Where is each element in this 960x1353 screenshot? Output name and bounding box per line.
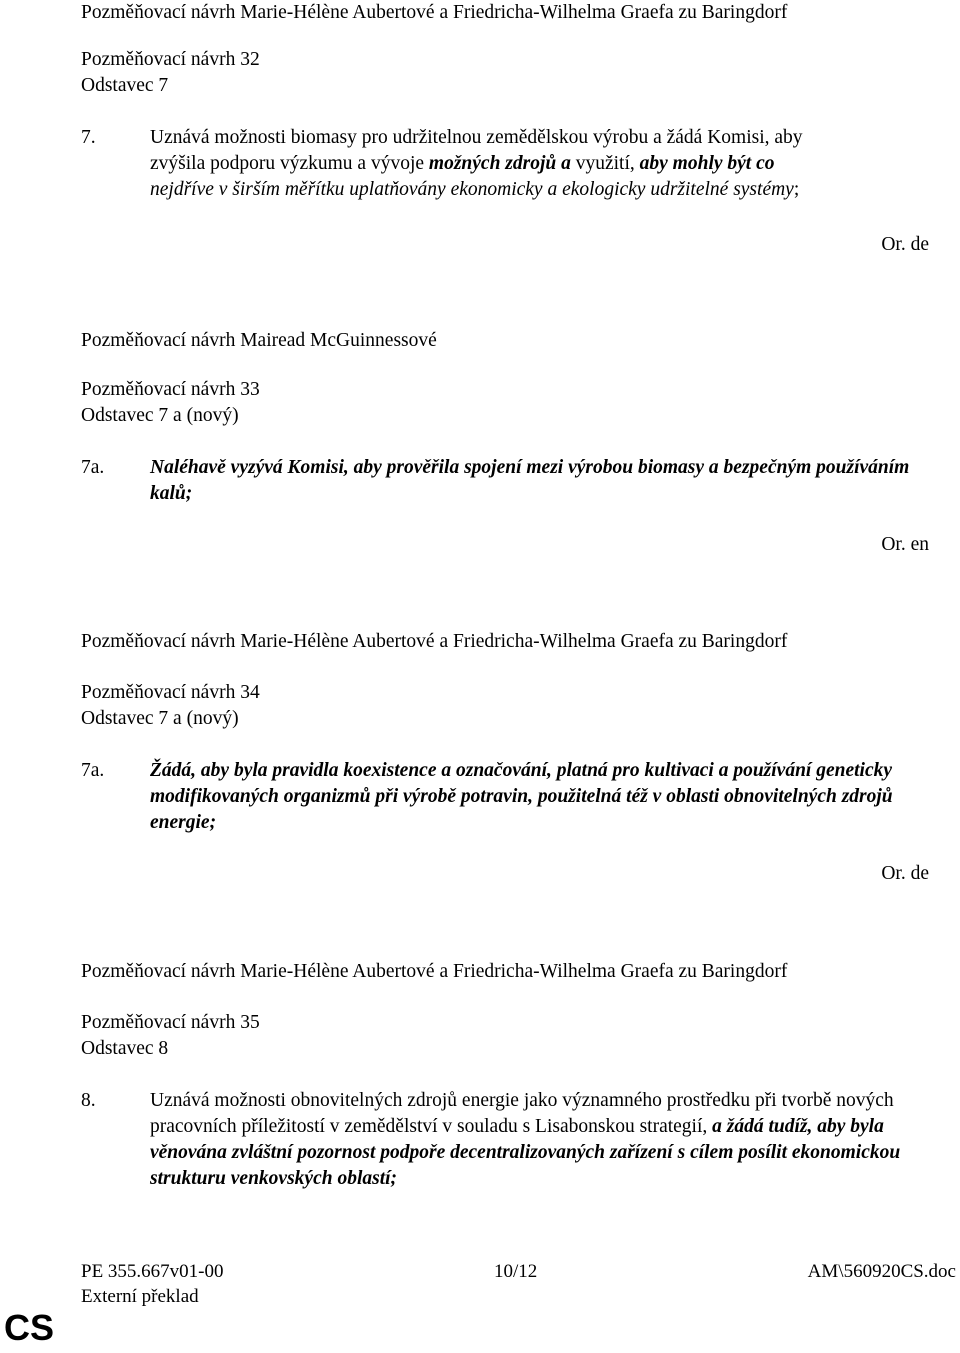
amendment-paragraph: Odstavec 7 a (nový) [81,708,239,729]
text-plain: využití, [575,153,635,174]
amendment-text: Žádá, aby byla pravidla koexistence a označování, platná pro kultivaci a používání geneticky modifikovaných organizmů při výrobě potravin, použitelná též v oblasti obnovitelných zdrojů energie; [150,760,893,833]
amendment-text [150,125,940,203]
amendment-author: Pozměňovací návrh Marie-Hélène Aubertové a Friedricha-Wilhelma Graefa zu Baringdorf [81,961,788,982]
text-changed: možných zdrojů a [428,153,571,174]
amendment-author: Pozměňovací návrh Mairead McGuinnessové [81,330,437,351]
amendment-text: Naléhavě vyzývá Komisi, aby prověřila spojení mezi výrobou biomasy a bezpečným používáním kalů; [150,457,910,504]
text-plain: ; [793,179,800,200]
text-plain: Uznává možnosti obnovitelných zdrojů energie jako významného prostředku při tvorbě nových pracovních příležitostí v zemědělství v souladu s Lisabonskou strategií, [150,1090,894,1137]
footer-reference: PE 355.667v01-00 [81,1261,224,1282]
amendment-number: Pozměňovací návrh 35 [81,1012,260,1033]
item-number: 8. [81,1090,96,1111]
amendment-text [150,1088,950,1192]
text-plain: zvýšila podporu výzkumu a vývoje [150,153,425,174]
amendment-author: Pozměňovací návrh Marie-Hélène Aubertové a Friedricha-Wilhelma Graefa zu Baringdorf [81,2,788,23]
footer-page-number: 10/12 [494,1261,538,1282]
footer-document-name: AM\560920CS.doc [807,1261,956,1282]
item-number: 7. [81,127,96,148]
amendment-author: Pozměňovací návrh Marie-Hélène Aubertové a Friedricha-Wilhelma Graefa zu Baringdorf [81,631,788,652]
amendment-paragraph: Odstavec 7 a (nový) [81,405,239,426]
footer-translation-note: Externí překlad [81,1286,199,1307]
original-language: Or. en [881,534,929,555]
text-changed: a žádá tudíž, aby byla věnována zvláštní pozornost podpoře decentralizovaných zařízení s cílem posílit ekonomickou strukturu venkovských oblastí; [150,1116,901,1189]
amendment-paragraph: Odstavec 7 [81,75,169,96]
amendment-number: Pozměňovací návrh 34 [81,682,260,703]
amendment-number: Pozměňovací návrh 32 [81,49,260,70]
language-code: CS [4,1307,55,1348]
original-language: Or. de [881,863,929,884]
item-number: 7a. [81,457,105,478]
item-number: 7a. [81,760,105,781]
original-language: Or. de [881,234,929,255]
text-changed: nejdříve v širším měřítku uplatňovány ekonomicky a ekologicky udržitelné systémy [150,179,794,200]
text-plain: Uznává možnosti biomasy pro udržitelnou zemědělskou výrobu a žádá Komisi, aby [150,127,803,148]
amendment-number: Pozměňovací návrh 33 [81,379,260,400]
text-changed: aby mohly být co [639,153,775,174]
amendment-paragraph: Odstavec 8 [81,1038,169,1059]
